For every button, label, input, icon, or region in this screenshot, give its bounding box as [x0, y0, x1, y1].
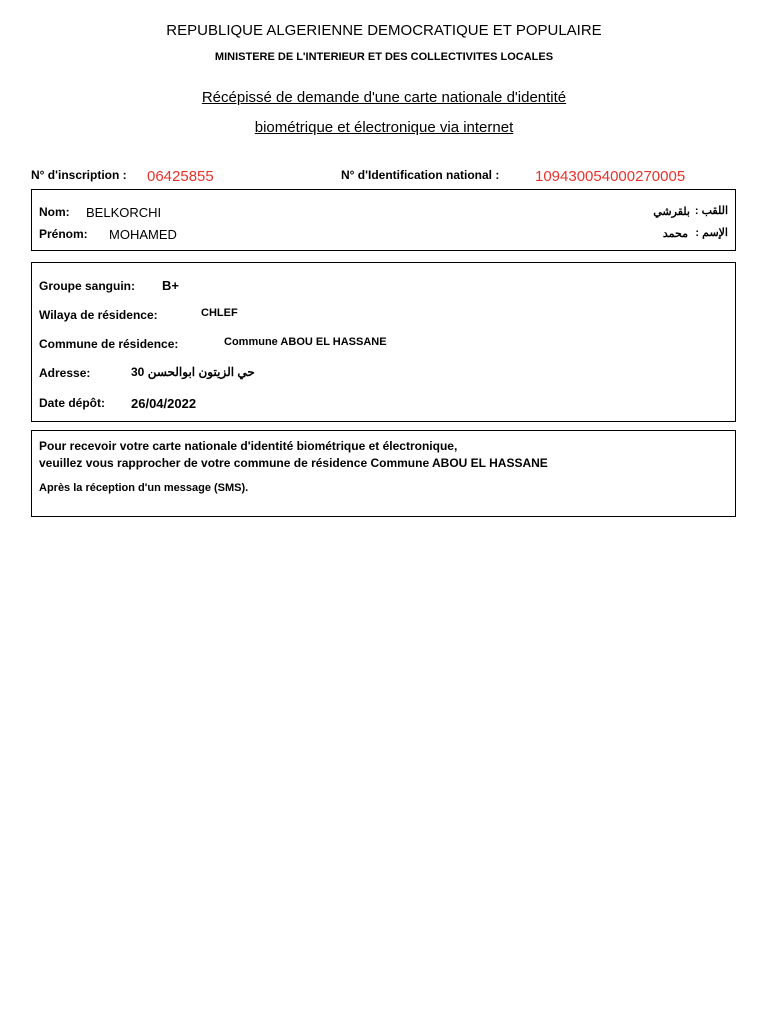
nom-ar-label: اللقب :: [694, 205, 728, 217]
prenom-ar-value: محمد: [662, 228, 688, 240]
prenom-label: Prénom:: [39, 227, 88, 241]
inscription-value: 06425855: [147, 168, 214, 185]
date-value: 26/04/2022: [131, 396, 197, 411]
wilaya-value: CHLEF: [201, 307, 238, 319]
document-title-line1: Récépissé de demande d'une carte nationale d'identité: [201, 89, 567, 106]
nom-ar-value: بلقرشي: [653, 206, 690, 218]
commune-value: Commune ABOU EL HASSANE: [224, 336, 387, 348]
republic-title: REPUBLIQUE ALGERIENNE DEMOCRATIQUE ET POPULAIRE: [166, 22, 602, 39]
prenom-value: MOHAMED: [109, 227, 177, 242]
prenom-ar-label: الإسم :: [695, 227, 728, 239]
address-value: حي الزيتون ابوالحسن 30: [131, 365, 255, 379]
blood-group-label: Groupe sanguin:: [39, 279, 135, 293]
wilaya-label: Wilaya de résidence:: [39, 308, 158, 322]
document-title-line2: biométrique et électronique via internet: [254, 119, 514, 136]
national-id-value: 109430054000270005: [535, 168, 686, 185]
inscription-label: N° d'inscription :: [31, 168, 127, 182]
blood-group-value: B+: [162, 278, 179, 293]
national-id-label: N° d'Identification national :: [341, 168, 500, 182]
notice-line3: Après la réception d'un message (SMS).: [39, 482, 249, 494]
ministry-title: MINISTERE DE L'INTERIEUR ET DES COLLECTIVITES LOCALES: [214, 51, 554, 63]
nom-value: BELKORCHI: [86, 205, 162, 220]
nom-label: Nom:: [39, 205, 70, 219]
commune-label: Commune de résidence:: [39, 337, 179, 351]
date-label: Date dépôt:: [39, 396, 105, 410]
address-label: Adresse:: [39, 366, 91, 380]
notice-line2: veuillez vous rapprocher de votre commune de résidence Commune ABOU EL HASSANE: [39, 456, 548, 470]
notice-line1: Pour recevoir votre carte nationale d'identité biométrique et électronique,: [39, 439, 458, 453]
